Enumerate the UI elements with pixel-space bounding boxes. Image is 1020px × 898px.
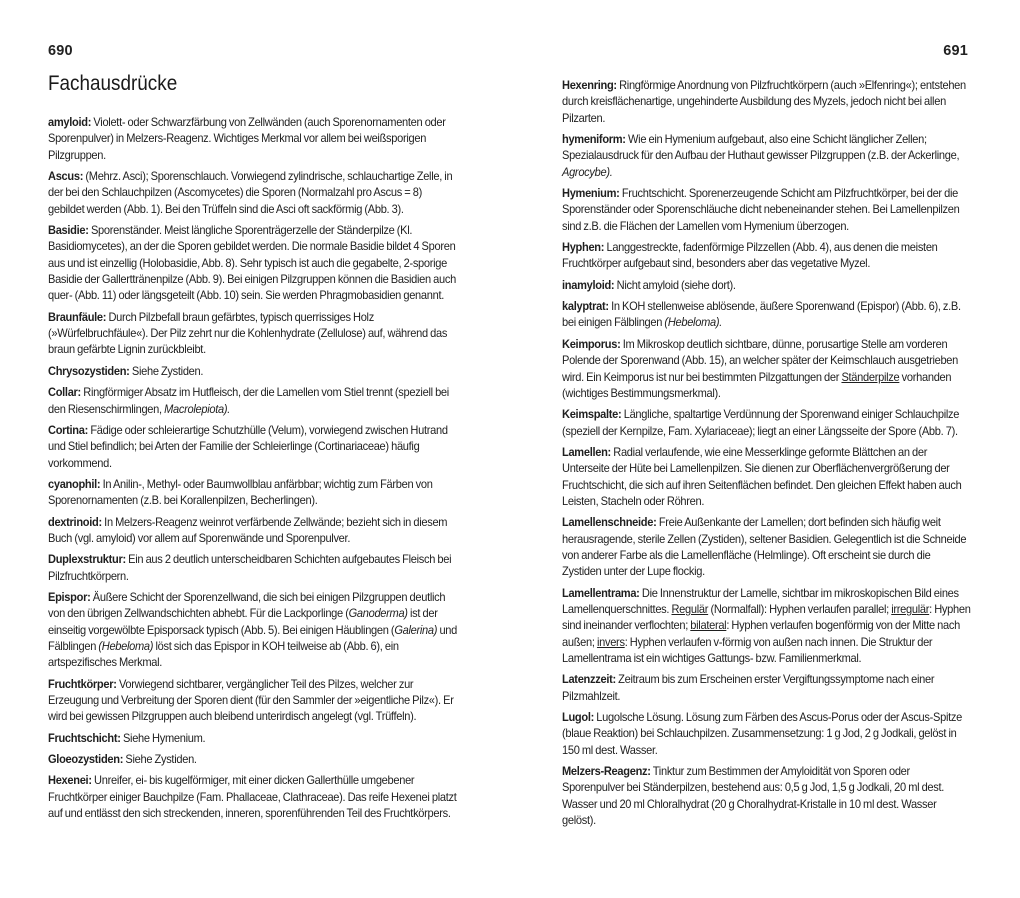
entry-term: Lamellenschneide: xyxy=(562,515,657,530)
entry-definition: Freie Außenkante der Lamellen; dort befinden sich häufig weit herausragende, sterile Zellen (Zystiden), seltener Basidien. Gelegentlich ist die Schneide von anderer Farbe als die Lamellenfläche (Helmlinge). Oft erscheint sie durch die Zystiden unter der Lupe flockig. xyxy=(562,515,967,579)
entry-definition: Durch Pilzbefall braun gefärbtes, typisch querrissiges Holz (»Würfelbruchfäule«). Der Pilz zehrt nur die Kohlenhydrate (Zellulose) auf, während das braun gefärbte Lignin zurückbleibt. xyxy=(48,309,448,357)
entry-underlined: Ständerpilze xyxy=(841,369,900,384)
entry-term: Duplexstruktur: xyxy=(48,552,126,567)
entry-italic: Agrocybe). xyxy=(562,164,613,179)
entry-term: Chrysozystiden: xyxy=(48,363,130,378)
entry-definition: Im Mikroskop deutlich sichtbare, dünne, porusartige Stelle am vorderen Polende der Sporenwand (Abb. 15), an welcher später der Keimschlauch ausgetrieben wird. Ein Keimporus ist nur bei bestimmten Pilzgattungen der xyxy=(562,336,959,384)
entry-definition: Unreifer, ei- bis kugelförmiger, mit einer dicken Gallerthülle umgebener Fruchtkörper einiger Bauchpilze (Fam. Phallaceae, Clathraceae). Das reife Hexenei platzt auf und entlässt den sich streckenden, inneren, sporenführenden Teil des Fruchtkörpers. xyxy=(48,773,457,821)
glossary-entry xyxy=(48,114,457,163)
page-number-right: 691 xyxy=(943,43,968,59)
entry-term: Ascus: xyxy=(48,169,84,184)
entry-definition: Die Innenstruktur der Lamelle, sichtbar im mikroskopischen Bild eines Lamellenquerschnittes. xyxy=(562,585,959,616)
entry-term: Hymenium: xyxy=(562,186,620,201)
entry-italic: (Hebeloma). xyxy=(664,315,723,330)
entry-term: Fruchtkörper: xyxy=(48,676,117,691)
entry-definition: Längliche, spaltartige Verdünnung der Sporenwand einiger Schlauchpilze (speziell der Kernpilze, Fam. Xylariaceae); liegt an einer Längsseite der Spore (Abb. 7). xyxy=(562,407,960,438)
entry-definition: Äußere Schicht der Sporenzellwand, die sich bei einigen Pilzgruppen deutlich von den übrigen Zellwandschichten abhebt. Für die Lackporlinge ( xyxy=(48,589,446,621)
entry-definition: Violett- oder Schwarzfärbung von Zellwänden (auch Sporenornamenten oder Sporenpulver) in Melzers-Reagenz. Wichtiges Merkmal vor allem bei weißsporigen Pilzgruppen. xyxy=(48,115,446,162)
entry-term: Gloeozystiden: xyxy=(48,752,124,767)
entry-term: Latenzzeit: xyxy=(562,672,616,687)
entry-term: Keimporus: xyxy=(562,336,621,351)
entry-definition: : Hyphen sind ineinander verflochten; xyxy=(562,601,971,633)
glossary-entry xyxy=(562,298,971,331)
glossary-entry xyxy=(48,363,457,379)
entry-definition: Langgestreckte, fadenförmige Pilzzellen (Abb. 4), aus denen die meisten Fruchtkörper aufgebaut sind, besonders aber das vegetative Myzel. xyxy=(562,240,938,271)
entry-definition: Fädige oder schleierartige Schutzhülle (Velum), vorwiegend zwischen Hutrand und Stiel befindlich; bei Arten der Familie der Schleierlinge (Cortinariaceae) häufig vorkommend. xyxy=(48,422,448,470)
entry-term: Epispor: xyxy=(48,589,91,604)
glossary-entry xyxy=(48,772,457,821)
glossary-entry xyxy=(562,444,971,509)
glossary-entry xyxy=(48,309,457,358)
entry-term: Collar: xyxy=(48,385,81,400)
glossary-entry xyxy=(562,709,971,758)
glossary-entry xyxy=(562,277,971,293)
entry-definition: Fruchtschicht. Sporenerzeugende Schicht am Pilzfruchtkörper, bei der die Sporenständer oder Sporenschläuche dicht nebeneinander stehen. Bei Lamellenpilzen sind z.B. die Flächen der Lamellen vom Hymenium überzogen. xyxy=(562,186,960,233)
entry-term: Lamellen: xyxy=(562,444,611,459)
glossary-entry xyxy=(48,730,457,746)
glossary-entry xyxy=(48,751,457,767)
glossary-entry xyxy=(48,384,457,417)
left-glossary xyxy=(48,114,458,826)
entry-underlined: Regulär xyxy=(671,601,709,616)
glossary-entry xyxy=(48,551,457,584)
entry-term: Braunfäule: xyxy=(48,309,107,324)
entry-italic: Galerina) xyxy=(394,622,438,637)
entry-definition: vorhanden (wichtiges Bestimmungsmerkmal). xyxy=(562,369,952,400)
entry-definition: Nicht amyloid (siehe dort). xyxy=(614,277,736,292)
entry-term: hymeniform: xyxy=(562,132,626,147)
entry-definition: Ein aus 2 deutlich unterscheidbaren Schichten aufgebautes Fleisch bei Pilzfruchtkörpern. xyxy=(48,552,452,583)
entry-definition: Siehe Hymenium. xyxy=(120,730,206,745)
entry-definition: (Normalfall): Hyphen verlaufen parallel; xyxy=(708,601,892,616)
entry-definition: In Melzers-Reagenz weinrot verfärbende Zellwände; bezieht sich in diesem Buch (vgl. amyloid) vor allem auf Sporenwände und Sporenpulver. xyxy=(48,514,448,545)
entry-definition: Tinktur zum Bestimmen der Amyloidität von Sporen oder Sporenpulver bei Ständerpilzen, bestehend aus: 0,5 g Jod, 1,5 g Jodkali, 20 ml dest. Wasser und 20 ml Chloralhydrat (20 g Choralhydrat-Kristalle in 10 ml dest. Wasser gelöst). xyxy=(562,764,945,828)
page-title: Fachausdrücke xyxy=(48,72,178,95)
right-glossary xyxy=(562,77,972,833)
entry-underlined: bilateral xyxy=(690,618,727,633)
entry-underlined: invers xyxy=(596,634,625,649)
glossary-entry xyxy=(562,406,971,439)
entry-definition: Vorwiegend sichtbarer, vergänglicher Teil des Pilzes, welcher zur Erzeugung und Verbreitung der Sporen dient (für den Sammler der »eigentliche Pilz«). Er wird bei gewissen Pilzgruppen auch bleibend unterirdisch angelegt (vgl. Trüffeln). xyxy=(48,676,454,724)
entry-term: Fruchtschicht: xyxy=(48,730,121,745)
entry-term: dextrinoid: xyxy=(48,514,102,529)
glossary-entry xyxy=(48,589,457,671)
entry-term: Melzers-Reagenz: xyxy=(562,764,651,779)
entry-definition: und Fälblingen xyxy=(48,622,458,653)
entry-definition: Siehe Zystiden. xyxy=(129,363,204,378)
entry-term: Basidie: xyxy=(48,223,89,238)
entry-definition: Wie ein Hymenium aufgebaut, also eine Schicht länglicher Zellen; Spezialausdruck für den Aufbau der Huthaut gewisser Pilzgruppen (z.B. der Ackerlinge, xyxy=(562,132,960,163)
entry-definition: : Hyphen verlaufen v-förmig von außen nach innen. Die Struktur der Lamellentrama ist ein wichtiges Gattungs- bzw. Familienmerkmal. xyxy=(562,634,933,665)
entry-definition: löst sich das Epispor in KOH teilweise ab (Abb. 6), ein artspezifisches Merkmal. xyxy=(48,638,399,670)
entry-term: Hyphen: xyxy=(562,240,605,255)
glossary-entry xyxy=(562,514,971,579)
entry-term: cyanophil: xyxy=(48,476,101,491)
glossary-entry xyxy=(48,422,457,471)
glossary-entry xyxy=(562,131,971,180)
glossary-entry xyxy=(562,77,971,126)
entry-italic: (Hebeloma) xyxy=(98,638,154,653)
entry-term: inamyloid: xyxy=(562,277,615,292)
glossary-entry xyxy=(562,585,971,667)
entry-term: Hexenring: xyxy=(562,78,617,92)
entry-definition: (Mehrz. Asci); Sporenschlauch. Vorwiegend zylindrische, schlauchartige Zelle, in der bei den Schlauchpilzen (Ascomycetes) die Sporen (Normalzahl pro Ascus = 8) gebildet werden (Abb. 1). Bei den Trüffeln sind die Asci oft sackförmig (Abb. 3). xyxy=(48,169,453,216)
glossary-entry xyxy=(562,185,971,234)
entry-definition: Zeitraum bis zum Erscheinen erster Vergiftungssymptome nach einer Pilzmahlzeit. xyxy=(562,672,935,703)
entry-definition: Ringförmige Anordnung von Pilzfruchtkörpern (auch »Elfenring«); entstehen durch kreisflächenartige, ungehinderte Ausbildung des Myzels, jedoch nicht bei allen Pilzarten. xyxy=(562,78,966,125)
entry-term: Lugol: xyxy=(562,710,594,725)
entry-italic: Ganoderma) xyxy=(348,606,408,621)
entry-definition: In Anilin-, Methyl- oder Baumwollblau anfärbbar; wichtig zum Färben von Sporenornamenten (z.B. bei Korallenpilzen, Becherlingen). xyxy=(48,476,433,508)
glossary-entry xyxy=(48,222,457,304)
entry-term: kalyptrat: xyxy=(562,299,609,314)
glossary-entry xyxy=(48,476,457,509)
entry-definition: Sporenständer. Meist längliche Sporenträgerzelle der Ständerpilze (Kl. Basidiomycetes), an der die Sporen gebildet werden. Die normale Basidie bildet 4 Sporen aus und ist einzellig (Holobasidie, Abb. 8). Sehr typisch ist auch die gegabelte, 2-sporige Basidie der Gallerttränenpilze (Abb. 9). Bei einigen Pilzgruppen können die Basidien auch quer- (Abb. 11) oder längsgeteilt (Abb. 10) sein. Sie werden Phragmobasidien genannt. xyxy=(48,223,456,303)
entry-definition: In KOH stellenweise ablösende, äußere Sporenwand (Epispor) (Abb. 6), z.B. bei einigen Fälblingen xyxy=(562,299,961,330)
entry-term: Lamellentrama: xyxy=(562,585,640,600)
entry-term: amyloid: xyxy=(48,115,92,129)
entry-term: Cortina: xyxy=(48,422,89,437)
entry-definition: Siehe Zystiden. xyxy=(123,752,197,767)
entry-underlined: irregulär xyxy=(891,601,930,616)
glossary-entry xyxy=(48,168,457,217)
entry-definition: Lugolsche Lösung. Lösung zum Färben des Ascus-Porus oder der Ascus-Spitze (blaue Reaktion) bei Schlauchpilzen. Zusammensetzung: 1 g Jod, 2 g Jodkali, gelöst in 150 ml dest. Wasser. xyxy=(562,710,962,757)
glossary-entry xyxy=(562,671,971,704)
entry-italic: Macrolepiota). xyxy=(164,401,231,416)
glossary-entry xyxy=(562,239,971,272)
entry-term: Keimspalte: xyxy=(562,407,622,422)
glossary-entry xyxy=(48,514,457,547)
entry-definition: Ringförmiger Absatz im Hutfleisch, der die Lamellen vom Stiel trennt (speziell bei den Riesenschirmlingen, xyxy=(48,385,449,416)
entry-definition: ist der einseitig vorgewölbte Episporsack typisch (Abb. 5). Bei einigen Häublingen ( xyxy=(48,606,438,637)
glossary-entry xyxy=(562,763,971,828)
entry-definition: Radial verlaufende, wie eine Messerklinge geformte Blättchen an der Unterseite der Hüte bei Lamellenpilzen. Sie dienen zur Oberflächenvergrößerung der Fruchtschicht, die sich auf ihren Seitenflächen befindet. Den gleichen Effekt haben auch Leisten, Stacheln oder Röhren. xyxy=(562,444,962,508)
glossary-entry xyxy=(48,676,457,725)
entry-term: Hexenei: xyxy=(48,773,92,788)
glossary-entry xyxy=(562,336,971,401)
entry-definition: : Hyphen verlaufen bogenförmig von der Mitte nach außen; xyxy=(562,618,960,649)
page-number-left: 690 xyxy=(48,43,73,59)
